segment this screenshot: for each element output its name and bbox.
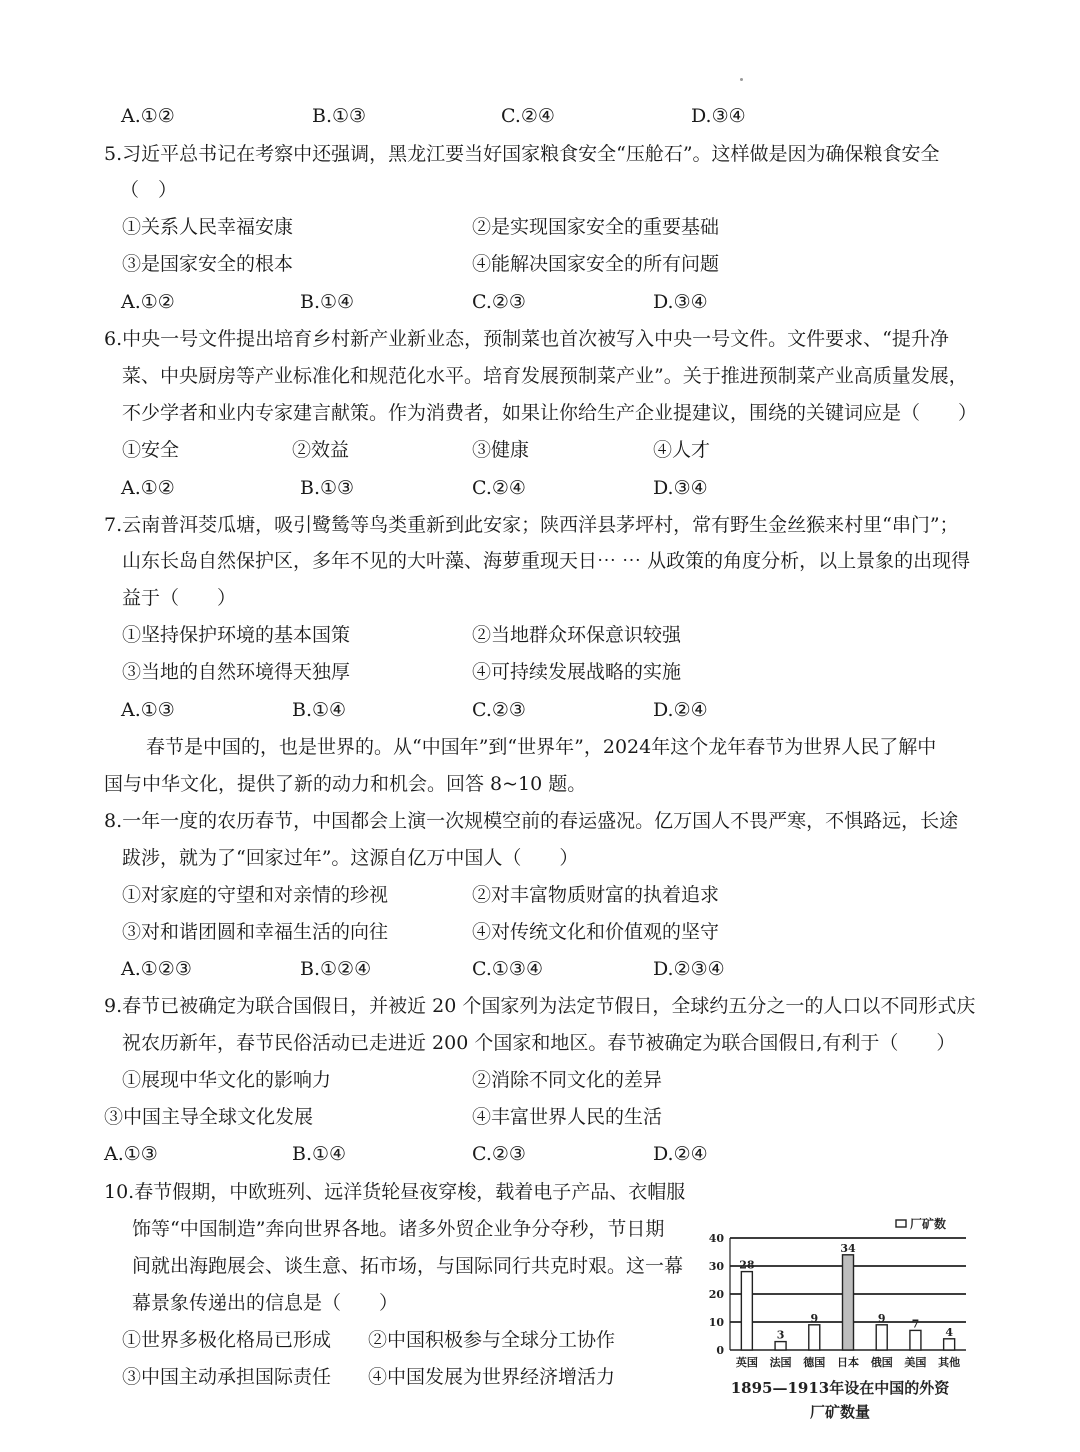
x-category-label: 英国 — [735, 1356, 758, 1369]
q4-option-c[interactable]: C.②④ — [501, 105, 555, 127]
legend-label: 厂矿数 — [910, 1217, 947, 1231]
bar-value-label: 28 — [739, 1258, 755, 1272]
q4-option-a[interactable]: A.①② — [121, 105, 175, 127]
q6-item-4: ④人才 — [653, 439, 711, 461]
q8-option-c[interactable]: C.①③④ — [472, 958, 543, 980]
q7-stem-line3: 益于（ ） — [122, 587, 237, 609]
q8-option-b[interactable]: B.①②④ — [300, 958, 372, 980]
y-tick-label: 30 — [708, 1260, 724, 1273]
q5-item-4: ④能解决国家安全的所有问题 — [472, 253, 720, 275]
y-tick-label: 20 — [708, 1288, 724, 1301]
bar-value-label: 34 — [840, 1241, 856, 1255]
q10-stem-line4: 幕景象传递出的信息是（ ） — [132, 1292, 399, 1314]
q9-stem-line1: 9.春节已被确定为联合国假日，并被近 20 个国家列为法定节假日，全球约五分之一的人口以不同形式庆 — [104, 995, 976, 1017]
scan-speck — [740, 78, 743, 81]
x-category-label: 日本 — [837, 1356, 859, 1369]
bar — [843, 1255, 854, 1350]
q8-item-2: ②对丰富物质财富的执着追求 — [472, 884, 720, 906]
q8-item-4: ④对传统文化和价值观的坚守 — [472, 921, 720, 943]
q5-option-b[interactable]: B.①④ — [300, 291, 355, 313]
x-category-label: 美国 — [904, 1356, 927, 1369]
intro-line2: 国与中华文化，提供了新的动力和机会。回答 8~10 题。 — [104, 773, 587, 795]
x-category-label: 德国 — [803, 1356, 826, 1369]
bar-value-label: 9 — [877, 1311, 886, 1325]
q9-item-1: ①展现中华文化的影响力 — [122, 1069, 332, 1091]
bar — [944, 1339, 955, 1350]
q5-option-d[interactable]: D.③④ — [653, 291, 708, 313]
q10-item-4: ④中国发展为世界经济增活力 — [368, 1366, 616, 1388]
q10-item-3: ③中国主动承担国际责任 — [122, 1366, 332, 1388]
q7-item-3: ③当地的自然环境得天独厚 — [122, 661, 351, 683]
q6-item-3: ③健康 — [472, 439, 530, 461]
q9-option-c[interactable]: C.②③ — [472, 1143, 526, 1165]
q7-option-c[interactable]: C.②③ — [472, 699, 526, 721]
y-tick-label: 0 — [716, 1344, 724, 1357]
x-category-label: 俄国 — [870, 1356, 893, 1369]
q9-option-d[interactable]: D.②④ — [653, 1143, 708, 1165]
q5-option-c[interactable]: C.②③ — [472, 291, 526, 313]
q8-stem-line1: 8.一年一度的农历春节，中国都会上演一次规模空前的春运盛况。亿万国人不畏严寒，不惧路远，长途 — [104, 810, 959, 832]
q6-option-c[interactable]: C.②④ — [472, 477, 526, 499]
q6-item-1: ①安全 — [122, 439, 180, 461]
q6-option-d[interactable]: D.③④ — [653, 477, 708, 499]
bar-value-label: 4 — [945, 1325, 953, 1339]
q4-option-b[interactable]: B.①③ — [312, 105, 367, 127]
q7-option-a[interactable]: A.①③ — [121, 699, 175, 721]
q10-stem-line1: 10.春节假期，中欧班列、远洋货轮昼夜穿梭，载着电子产品、衣帽服 — [104, 1181, 686, 1203]
legend-swatch — [896, 1220, 906, 1227]
q8-option-d[interactable]: D.②③④ — [653, 958, 725, 980]
q7-option-b[interactable]: B.①④ — [292, 699, 347, 721]
bar-value-label: 9 — [810, 1311, 819, 1325]
q9-option-b[interactable]: B.①④ — [292, 1143, 347, 1165]
q5-stem-line1: 5.习近平总书记在考察中还强调，黑龙江要当好国家粮食安全“压舱石”。这样做是因为确保粮食安全 — [104, 143, 940, 165]
intro-line1: 春节是中国的，也是世界的。从“中国年”到“世界年”，2024年这个龙年春节为世界人民了解中 — [146, 736, 937, 758]
q4-option-d[interactable]: D.③④ — [691, 105, 746, 127]
y-tick-label: 10 — [708, 1316, 724, 1329]
q7-item-2: ②当地群众环保意识较强 — [472, 624, 682, 646]
q6-stem-line1: 6.中央一号文件提出培育乡村新产业新业态，预制菜也首次被写入中央一号文件。文件要求、“提升净 — [104, 328, 949, 350]
x-category-label: 法国 — [769, 1356, 792, 1369]
q5-item-2: ②是实现国家安全的重要基础 — [472, 216, 720, 238]
q10-stem-line3: 间就出海跑展会、谈生意、拓市场，与国际同行共克时艰。这一幕 — [132, 1255, 684, 1277]
q8-option-a[interactable]: A.①②③ — [121, 958, 192, 980]
x-category-label: 其他 — [938, 1356, 961, 1369]
q9-stem-line2: 祝农历新年，春节民俗活动已走进近 200 个国家和地区。春节被确定为联合国假日,有利于（ ） — [122, 1032, 956, 1054]
q6-item-2: ②效益 — [292, 439, 350, 461]
q6-option-b[interactable]: B.①③ — [300, 477, 355, 499]
bar — [775, 1342, 786, 1350]
q7-item-4: ④可持续发展战略的实施 — [472, 661, 682, 683]
foreign-factory-bar-chart — [690, 1210, 980, 1450]
bar — [910, 1330, 921, 1350]
q6-stem-line2: 菜、中央厨房等产业标准化和规范化水平。培育发展预制菜产业”。关于推进预制菜产业高质量发展， — [122, 365, 968, 387]
q9-item-2: ②消除不同文化的差异 — [472, 1069, 663, 1091]
bar — [809, 1325, 820, 1350]
q10-item-1: ①世界多极化格局已形成 — [122, 1329, 332, 1351]
q7-option-d[interactable]: D.②④ — [653, 699, 708, 721]
q6-stem-line3: 不少学者和业内专家建言献策。作为消费者，如果让你给生产企业提建议，围绕的关键词应是（ ） — [122, 402, 978, 424]
q6-option-a[interactable]: A.①② — [121, 477, 175, 499]
bar-value-label: 7 — [911, 1317, 920, 1331]
q5-item-3: ③是国家安全的根本 — [122, 253, 294, 275]
q8-item-1: ①对家庭的守望和对亲情的珍视 — [122, 884, 389, 906]
bar-value-label: 3 — [776, 1328, 785, 1342]
q5-option-a[interactable]: A.①② — [121, 291, 175, 313]
q7-stem-line2: 山东长岛自然保护区，多年不见的大叶藻、海萝重现天日⋯ ⋯ 从政策的角度分析，以上景象的出现得 — [122, 550, 971, 572]
q7-stem-line1: 7.云南普洱茭瓜塘，吸引鹭鸶等鸟类重新到此安家；陕西洋县茅坪村，常有野生金丝猴来村里“串门”； — [104, 514, 959, 536]
q10-item-2: ②中国积极参与全球分工协作 — [368, 1329, 616, 1351]
y-tick-label: 40 — [708, 1232, 724, 1245]
q9-item-4: ④丰富世界人民的生活 — [472, 1106, 663, 1128]
q9-option-a[interactable]: A.①③ — [104, 1143, 158, 1165]
bar — [876, 1325, 887, 1350]
q8-stem-line2: 跋涉，就为了“回家过年”。这源自亿万中国人（ ） — [122, 847, 579, 869]
q7-item-1: ①坚持保护环境的基本国策 — [122, 624, 351, 646]
q5-item-1: ①关系人民幸福安康 — [122, 216, 294, 238]
chart-subtitle: 厂矿数量 — [809, 1403, 871, 1421]
q10-stem-line2: 饰等“中国制造”奔向世界各地。诸多外贸企业争分夺秒，节日期 — [132, 1218, 665, 1240]
q9-item-3: ③中国主导全球文化发展 — [104, 1106, 314, 1128]
q8-item-3: ③对和谐团圆和幸福生活的向往 — [122, 921, 389, 943]
chart-title: 1895—1913年设在中国的外资 — [730, 1379, 950, 1397]
q5-stem-line2: （ ） — [120, 179, 178, 201]
bar — [741, 1272, 752, 1350]
